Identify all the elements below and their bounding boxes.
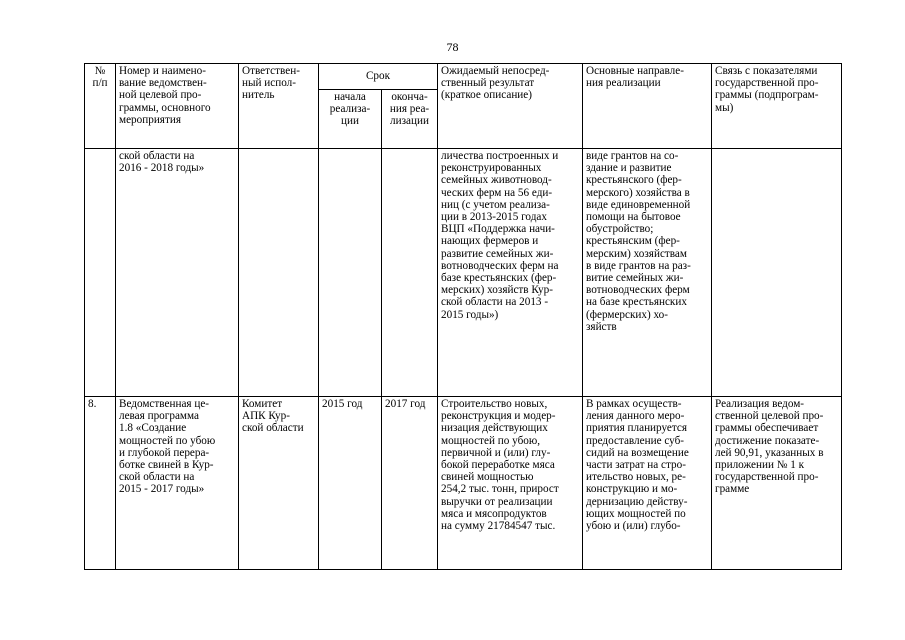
program-table (84, 63, 842, 570)
cell-directions: виде грантов на со- здание и развитие крестьянского (фер- мерского) хозяйства в виде единовременной помощи на бытовое обустройство; крестьянским (фер- мерским) хозяйствам в виде грантов на раз- витие семейных жи- вотноводческих ферм на базе крестьянских (фермерских) хо- зяйств (583, 149, 712, 397)
header-term: Срок (319, 64, 438, 90)
cell-num: 8. (85, 397, 116, 570)
cell-end: 2017 год (382, 397, 438, 570)
header-row-1 (85, 64, 842, 90)
header-num: № п/п (85, 64, 116, 149)
cell-num (85, 149, 116, 397)
cell-directions: В рамках осуществ- ления данного меро- приятия планируется предоставление суб- сидий на возмещение части затрат на стро- ительство новых, ре- конструкцию и мо- дернизацию действу- ющих мощностей по убою и (или) глубо- (583, 397, 712, 570)
table-row (85, 149, 842, 397)
header-start: начала реализа- ции (319, 90, 382, 149)
header-directions: Основные направле- ния реализации (583, 64, 712, 149)
cell-responsible (239, 149, 319, 397)
page-number: 78 (446, 40, 459, 54)
cell-link: Реализация ведом- ственной целевой про- граммы обеспечивает достижение показате- лей 90,91, указанных в приложении № 1 к государственной про- грамме (712, 397, 842, 570)
cell-start: 2015 год (319, 397, 382, 570)
header-result: Ожидаемый непосред- ственный результат (краткое описание) (438, 64, 583, 149)
cell-end (382, 149, 438, 397)
header-link: Связь с показателями государственной про- граммы (подпрограм- мы) (712, 64, 842, 149)
cell-start (319, 149, 382, 397)
cell-result: Строительство новых, реконструкция и модер- низация действующих мощностей по убою, первичной и (или) глу- бокой переработке мяса свиней мощностью 254,2 тыс. тонн, прирост выручки от реализации мяса и мясопродуктов на сумму 21784547 тыс. (438, 397, 583, 570)
cell-name: Ведомственная це- левая программа 1.8 «Создание мощностей по убою и глубокой перера- ботке свиней в Кур- ской области на 2015 - 2017 годы» (116, 397, 239, 570)
header-responsible: Ответствен- ный испол- нитель (239, 64, 319, 149)
cell-name: ской области на 2016 - 2018 годы» (116, 149, 239, 397)
cell-result: личества построенных и реконструированных семейных животновод- ческих ферм на 56 еди- ниц (с учетом реализа- ции в 2013-2015 годах ВЦП «Поддержка начи- нающих фермеров и развитие семейных жи- вотноводческих ферм на базе крестьянских (фер- мерских) хозяйств Кур- ской области на 2013 - 2015 годы») (438, 149, 583, 397)
header-end: оконча- ния реа- лизации (382, 90, 438, 149)
cell-link (712, 149, 842, 397)
header-name: Номер и наимено- вание ведомствен- ной целевой про- граммы, основного мероприятия (116, 64, 239, 149)
table-row (85, 397, 842, 570)
cell-responsible: Комитет АПК Кур- ской области (239, 397, 319, 570)
